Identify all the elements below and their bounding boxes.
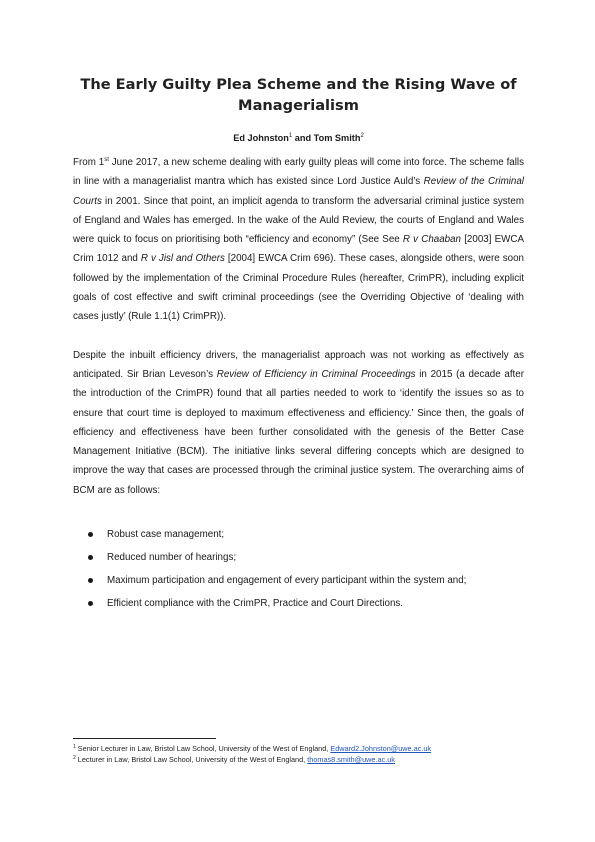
p1-text-c: in 2001. Since that point, an implicit agenda to transform the adversarial criminal justice system of England and Wales has emerged. In the wake of the Auld Review, the courts of England and Wales were quick to focus on prioritising both “efficiency and economy” (See See <box>73 195 524 246</box>
p2-italic-leveson-review: Review of Efficiency in Criminal Proceedings <box>216 368 416 380</box>
bcm-aims-list <box>73 523 524 615</box>
paragraph-1 <box>73 153 524 327</box>
list-item <box>73 592 524 615</box>
footnote-2 <box>73 754 533 765</box>
p1-text-b: June 2017, a new scheme dealing with early guilty pleas will come into force. The scheme falls in line with a managerialist mantra which has existed since Lord Justice Auld’s <box>73 157 525 188</box>
footnote-2-text: Lecturer in Law, Bristol Law School, University of the West of England, <box>75 755 308 764</box>
footnote-2-email-link[interactable]: thomas8.smith@uwe.ac.uk <box>307 755 395 764</box>
p1-text-e: [2004] EWCA Crim 696). These cases, alongside others, were soon followed by the implementation of the Criminal Procedure Rules (hereafter, CrimPR), including explicit goals of cost effective and swift criminal proceedings (see the Overriding Objective of ‘dealing with cases justly’ (Rule 1.1(1) CrimPR)). <box>73 253 524 323</box>
footnote-1 <box>73 743 533 754</box>
footnote-ref-1[interactable]: 1 <box>288 133 293 139</box>
footnote-1-email-link[interactable]: Edward2.Johnston@uwe.ac.uk <box>330 744 432 753</box>
footnote-1-mark: 1 <box>73 744 76 750</box>
p1-italic-case-chaaban: R v Chaaban <box>402 234 462 246</box>
p1-text-a: From 1 <box>73 157 105 168</box>
bullet-icon <box>88 555 93 560</box>
p1-ordinal-suffix: st <box>104 157 109 163</box>
p1-italic-case-jisl: R v Jisl and Others <box>140 253 225 265</box>
list-item <box>73 523 524 546</box>
bullet-icon <box>88 532 93 537</box>
paper-title: The Early Guilty Plea Scheme and the Rising Wave of Managerialism <box>80 76 517 114</box>
footnote-2-mark: 2 <box>73 755 76 761</box>
p1-italic-auld-review: Review of the Criminal Courts <box>73 176 524 207</box>
author-2: Tom Smith <box>313 133 361 143</box>
footnote-1-text: Senior Lecturer in Law, Bristol Law School, University of the West of England, <box>75 744 331 753</box>
list-item-text: Reduced number of hearings; <box>107 552 237 564</box>
p2-text-b: in 2015 (a decade after the introduction of the CrimPR) found that all parties needed to work to ‘identify the issues so as to ensure that court time is deployed to maximum effectiveness and efficiency.’ Since then, the goals of efficiency and effectiveness have been further consolidated with the genesis of the Better Case Management Initiative (BCM). The initiative links several differing concepts which are designed to improve the way that cases are processed through the criminal justice system. The overarching aims of BCM are as follows: <box>73 368 524 496</box>
footnote-ref-2[interactable]: 2 <box>360 133 364 139</box>
page-body <box>73 0 524 615</box>
footnote-divider <box>73 738 216 739</box>
footnotes <box>73 743 533 765</box>
p1-text-d: [2003] EWCA Crim 1012 and <box>73 234 525 265</box>
author-and: and <box>294 133 312 143</box>
list-item-text: Efficient compliance with the CrimPR, Practice and Court Directions. <box>107 598 404 610</box>
list-item <box>73 546 524 569</box>
list-item-text: Maximum participation and engagement of every participant within the system and; <box>107 575 467 587</box>
author-1: Ed Johnston <box>233 133 289 143</box>
p2-text-a: Despite the inbuilt efficiency drivers, the managerialist approach was not working as effectively as anticipated. Sir Brian Leveson’s <box>73 349 524 380</box>
list-item-text: Robust case management; <box>107 529 225 541</box>
bullet-icon <box>88 601 93 606</box>
author-line <box>73 132 524 144</box>
bullet-icon <box>88 578 93 583</box>
list-item <box>73 569 524 592</box>
paragraph-2 <box>73 346 524 500</box>
